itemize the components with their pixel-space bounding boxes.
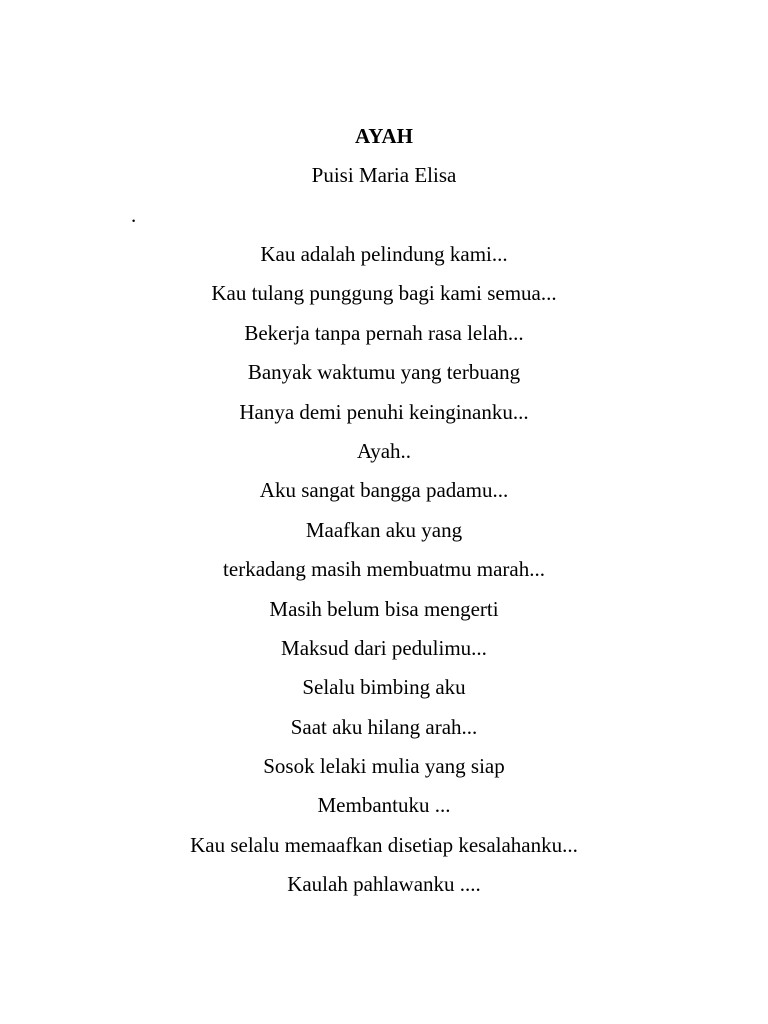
poem-title: AYAH (355, 124, 413, 148)
poem-line: Kau selalu memaafkan disetiap kesalahanku... (190, 832, 578, 857)
poem-line: Aku sangat bangga padamu... (259, 478, 509, 503)
poem-line: Maafkan aku yang (305, 517, 463, 542)
poem-line: Membantuku ... (317, 793, 451, 818)
poem-line: Hanya demi penuhi keinginanku... (239, 399, 529, 424)
separator-dot: . (131, 203, 137, 227)
poem-line: Kau tulang punggung bagi kami semua... (211, 281, 557, 306)
poem-line: Saat aku hilang arah... (290, 714, 478, 739)
poem-line: Selalu bimbing aku (302, 675, 466, 700)
poem-line: Ayah.. (356, 438, 412, 463)
poem-line: Kaulah pahlawanku .... (287, 872, 481, 897)
poem-line: Masih belum bisa mengerti (269, 596, 499, 621)
poem-line: terkadang masih membuatmu marah... (223, 557, 545, 582)
poem-line: Kau adalah pelindung kami... (260, 242, 508, 266)
poem-line: Banyak waktumu yang terbuang (247, 360, 521, 385)
poem-line: Sosok lelaki mulia yang siap (263, 754, 505, 779)
poem-line: Bekerja tanpa pernah rasa lelah... (244, 320, 524, 345)
poem-body (0, 241, 768, 911)
poem-line: Maksud dari pedulimu... (281, 635, 487, 660)
poem-author: Puisi Maria Elisa (311, 163, 457, 187)
